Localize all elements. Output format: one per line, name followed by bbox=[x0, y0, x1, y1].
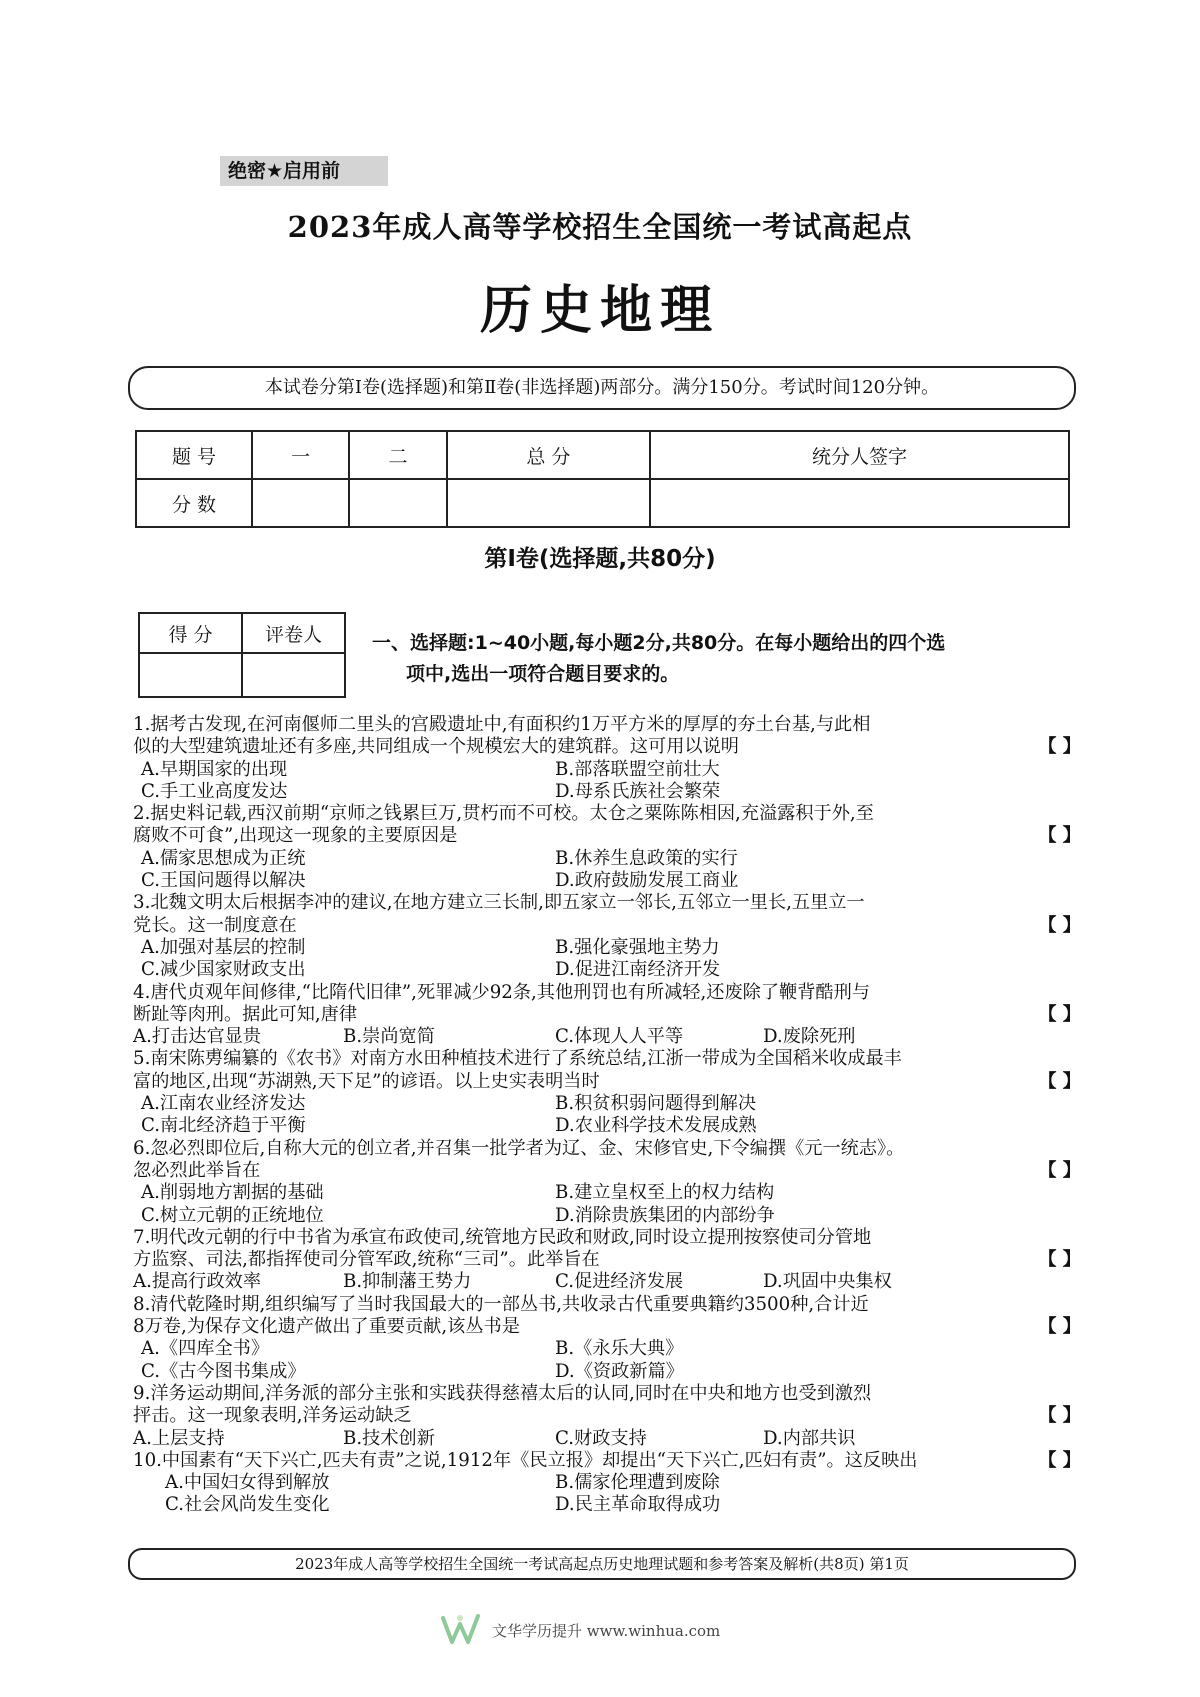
answer-option[interactable]: D.促进江南经济开发 bbox=[555, 959, 721, 981]
grader-name-label: 评卷人 bbox=[242, 613, 345, 653]
question-text: 5.南宋陈旉编纂的《农书》对南方水田种植技术进行了系统总结,江浙一带成为全国稻米收成最丰 bbox=[133, 1048, 902, 1070]
answer-option[interactable]: A.削弱地方割据的基础 bbox=[141, 1182, 324, 1204]
watermark-text: 文华学历提升 www.winhua.com bbox=[492, 1622, 721, 1640]
answer-option[interactable]: C.促进经济发展 bbox=[555, 1271, 684, 1293]
question-stem-line bbox=[133, 982, 1081, 1004]
answer-option[interactable]: D.内部共识 bbox=[763, 1427, 856, 1449]
question-stem-line bbox=[133, 1138, 1081, 1160]
question-stem-line bbox=[133, 1405, 1081, 1427]
question-stem-line bbox=[133, 1160, 1081, 1182]
option-row bbox=[133, 1182, 1081, 1204]
answer-option[interactable]: C.南北经济趋于平衡 bbox=[141, 1115, 306, 1137]
section-instruction bbox=[372, 628, 1072, 690]
answer-option[interactable]: D.农业科学技术发展成熟 bbox=[555, 1115, 757, 1137]
option-row bbox=[133, 1494, 1081, 1516]
answer-bracket[interactable]: 【 】 bbox=[1038, 1070, 1081, 1092]
answer-option[interactable]: B.建立皇权至上的权力结构 bbox=[555, 1182, 775, 1204]
answer-option[interactable]: B.技术创新 bbox=[343, 1427, 435, 1449]
question-text: 4.唐代贞观年间修律,“比隋代旧律”,死罪减少92条,其他刑罚也有所减轻,还废除了鞭背酷刑与 bbox=[133, 981, 870, 1003]
question-item bbox=[133, 714, 1081, 803]
grader-name-cell[interactable] bbox=[242, 653, 345, 697]
question-text: 方监察、司法,都指挥使司分管军政,统称“三司”。此举旨在 bbox=[133, 1249, 600, 1271]
question-text: 8万卷,为保存文化遗产做出了重要贡献,该丛书是 bbox=[133, 1316, 520, 1338]
question-item bbox=[133, 1294, 1081, 1383]
answer-option[interactable]: C.减少国家财政支出 bbox=[141, 959, 306, 981]
subject-title: 历史地理 bbox=[479, 281, 720, 341]
question-stem-line bbox=[133, 1383, 1081, 1405]
question-list bbox=[133, 714, 1081, 1517]
question-text: 党长。这一制度意在 bbox=[133, 914, 297, 936]
score-header-cell: 二 bbox=[349, 431, 446, 479]
question-stem-line bbox=[133, 1048, 1081, 1070]
answer-bracket[interactable]: 【 】 bbox=[1038, 1249, 1081, 1271]
grader-score-cell[interactable] bbox=[139, 653, 242, 697]
question-text: 3.北魏文明太后根据李冲的建议,在地方建立三长制,即五家立一邻长,五邻立一里长,五里立一 bbox=[133, 892, 865, 914]
question-item bbox=[133, 1138, 1081, 1227]
question-text: 腐败不可食”,出现这一现象的主要原因是 bbox=[133, 825, 458, 847]
score-cell[interactable] bbox=[447, 479, 650, 527]
answer-option[interactable]: A.上层支持 bbox=[133, 1427, 225, 1449]
answer-bracket[interactable]: 【 】 bbox=[1038, 1316, 1081, 1338]
question-stem-line bbox=[133, 1450, 1081, 1472]
question-item bbox=[133, 1383, 1081, 1450]
option-row bbox=[133, 1271, 1081, 1293]
question-text: 富的地区,出现“苏湖熟,天下足”的谚语。以上史实表明当时 bbox=[133, 1070, 600, 1092]
grader-score-label: 得 分 bbox=[139, 613, 242, 653]
answer-option[interactable]: A.儒家思想成为正统 bbox=[141, 847, 306, 869]
question-text: 忽必烈此举旨在 bbox=[133, 1159, 261, 1181]
answer-option[interactable]: C.体现人人平等 bbox=[555, 1026, 684, 1048]
score-header-cell: 统分人签字 bbox=[650, 431, 1069, 479]
answer-option[interactable]: B.抑制藩王势力 bbox=[343, 1271, 472, 1293]
question-stem-line bbox=[133, 915, 1081, 937]
answer-option[interactable]: D.巩固中央集权 bbox=[763, 1271, 892, 1293]
answer-bracket[interactable]: 【 】 bbox=[1038, 914, 1081, 936]
question-item bbox=[133, 1048, 1081, 1137]
grader-table bbox=[138, 612, 346, 698]
option-row bbox=[133, 1026, 1081, 1048]
answer-option[interactable]: C.社会风尚发生变化 bbox=[165, 1494, 330, 1516]
question-text: 断趾等肉刑。据此可知,唐律 bbox=[133, 1003, 358, 1025]
option-row bbox=[133, 1361, 1081, 1383]
answer-bracket[interactable]: 【 】 bbox=[1038, 1159, 1081, 1181]
answer-option[interactable]: B.儒家伦理遭到废除 bbox=[555, 1472, 720, 1494]
answer-option[interactable]: C.《古今图书集成》 bbox=[141, 1360, 306, 1382]
answer-option[interactable]: D.《资政新篇》 bbox=[555, 1360, 684, 1382]
score-row-label: 分 数 bbox=[136, 479, 252, 527]
answer-option[interactable]: B.积贫积弱问题得到解决 bbox=[555, 1093, 757, 1115]
answer-bracket[interactable]: 【 】 bbox=[1038, 1449, 1081, 1471]
exam-notice: 本试卷分第Ⅰ卷(选择题)和第Ⅱ卷(非选择题)两部分。满分150分。考试时间120分钟。 bbox=[128, 366, 1076, 410]
page-footer: 2023年成人高等学校招生全国统一考试高起点历史地理试题和参考答案及解析(共8页) 第1页 bbox=[128, 1548, 1076, 1580]
instruction-line: 一、选择题:1~40小题,每小题2分,共80分。在每小题给出的四个选 bbox=[372, 632, 946, 654]
option-row bbox=[133, 759, 1081, 781]
question-stem-line bbox=[133, 736, 1081, 758]
answer-option[interactable]: C.王国问题得以解决 bbox=[141, 870, 306, 892]
instruction-line: 项中,选出一项符合题目要求的。 bbox=[406, 663, 680, 685]
answer-bracket[interactable]: 【 】 bbox=[1038, 825, 1081, 847]
option-row bbox=[133, 959, 1081, 981]
watermark bbox=[440, 1612, 800, 1652]
option-row bbox=[133, 1205, 1081, 1227]
answer-option[interactable]: C.手工业高度发达 bbox=[141, 780, 288, 802]
answer-option[interactable]: A.打击达官显贵 bbox=[133, 1026, 262, 1048]
answer-option[interactable]: D.民主革命取得成功 bbox=[555, 1494, 721, 1516]
question-stem-line bbox=[133, 1071, 1081, 1093]
answer-option[interactable]: D.母系氏族社会繁荣 bbox=[555, 780, 721, 802]
score-cell[interactable] bbox=[650, 479, 1069, 527]
answer-option[interactable]: C.树立元朝的正统地位 bbox=[141, 1204, 324, 1226]
score-header-cell: 题 号 bbox=[136, 431, 252, 479]
question-stem-line bbox=[133, 1004, 1081, 1026]
question-stem-line bbox=[133, 892, 1081, 914]
question-text: 2.据史料记载,西汉前期“京师之钱累巨万,贯朽而不可校。太仓之粟陈陈相因,充溢露积于外,至 bbox=[133, 803, 874, 825]
exam-title: 2023年成人高等学校招生全国统一考试高起点 bbox=[287, 210, 913, 244]
question-text: 7.明代改元朝的行中书省为承宣布政使司,统管地方民政和财政,同时设立提刑按察使司分管地 bbox=[133, 1226, 872, 1248]
answer-option[interactable]: A.加强对基层的控制 bbox=[141, 936, 306, 958]
answer-option[interactable]: A.提高行政效率 bbox=[133, 1271, 262, 1293]
answer-option[interactable]: C.财政支持 bbox=[555, 1427, 647, 1449]
question-stem-line bbox=[133, 1294, 1081, 1316]
answer-option[interactable]: D.消除贵族集团的内部纷争 bbox=[555, 1204, 775, 1226]
question-text: 6.忽必烈即位后,自称大元的创立者,并召集一批学者为辽、金、宋修官史,下令编撰《元一统志》。 bbox=[133, 1137, 905, 1159]
question-stem-line bbox=[133, 1227, 1081, 1249]
option-row bbox=[133, 1093, 1081, 1115]
answer-option[interactable]: A.中国妇女得到解放 bbox=[165, 1472, 330, 1494]
question-item bbox=[133, 982, 1081, 1049]
option-row bbox=[133, 848, 1081, 870]
option-row bbox=[133, 870, 1081, 892]
question-text: 9.洋务运动期间,洋务派的部分主张和实践获得慈禧太后的认同,同时在中央和地方也受到激烈 bbox=[133, 1382, 872, 1404]
option-row bbox=[133, 1338, 1081, 1360]
answer-option[interactable]: B.强化豪强地主势力 bbox=[555, 936, 720, 958]
option-row bbox=[133, 937, 1081, 959]
answer-option[interactable]: B.部落联盟空前壮大 bbox=[555, 758, 720, 780]
score-cell[interactable] bbox=[252, 479, 349, 527]
question-item bbox=[133, 803, 1081, 892]
question-text: 10.中国素有“天下兴亡,匹夫有责”之说,1912年《民立报》却提出“天下兴亡,匹妇有责”。这反映出 bbox=[133, 1449, 918, 1471]
question-text: 1.据考古发现,在河南偃师二里头的宫殿遗址中,有面积约1万平方米的厚厚的夯土台基,与此相 bbox=[133, 714, 871, 735]
question-item bbox=[133, 892, 1081, 981]
option-row bbox=[133, 1115, 1081, 1137]
question-stem-line bbox=[133, 803, 1081, 825]
question-stem-line bbox=[133, 1249, 1081, 1271]
answer-option[interactable]: D.政府鼓励发展工商业 bbox=[555, 870, 739, 892]
answer-bracket[interactable]: 【 】 bbox=[1038, 1003, 1081, 1025]
question-text: 8.清代乾隆时期,组织编写了当时我国最大的一部丛书,共收录古代重要典籍约3500种,合计近 bbox=[133, 1293, 869, 1315]
option-row bbox=[133, 781, 1081, 803]
question-item bbox=[133, 1450, 1081, 1517]
question-stem-line bbox=[133, 825, 1081, 847]
answer-option[interactable]: D.废除死刑 bbox=[763, 1026, 856, 1048]
question-stem-line bbox=[133, 714, 1081, 736]
option-row bbox=[133, 1428, 1081, 1450]
winhua-logo-icon bbox=[440, 1612, 484, 1648]
answer-option[interactable]: A.早期国家的出现 bbox=[141, 758, 288, 780]
answer-option[interactable]: B.崇尚宽简 bbox=[343, 1026, 435, 1048]
answer-bracket[interactable]: 【 】 bbox=[1038, 736, 1081, 758]
answer-option[interactable]: B.《永乐大典》 bbox=[555, 1338, 684, 1360]
score-cell[interactable] bbox=[349, 479, 446, 527]
question-text: 似的大型建筑遗址还有多座,共同组成一个规模宏大的建筑群。这可用以说明 bbox=[133, 736, 739, 758]
part-title: 第Ⅰ卷(选择题,共80分) bbox=[484, 546, 716, 572]
score-header-cell: 总 分 bbox=[447, 431, 650, 479]
answer-option[interactable]: A.江南农业经济发达 bbox=[141, 1093, 306, 1115]
answer-bracket[interactable]: 【 】 bbox=[1038, 1405, 1081, 1427]
question-stem-line bbox=[133, 1316, 1081, 1338]
secret-label: 绝密★启用前 bbox=[220, 156, 388, 186]
score-table bbox=[135, 430, 1070, 528]
question-item bbox=[133, 1227, 1081, 1294]
answer-option[interactable]: A.《四库全书》 bbox=[141, 1338, 270, 1360]
option-row bbox=[133, 1472, 1081, 1494]
score-header-cell: 一 bbox=[252, 431, 349, 479]
answer-option[interactable]: B.休养生息政策的实行 bbox=[555, 847, 738, 869]
question-text: 抨击。这一现象表明,洋务运动缺乏 bbox=[133, 1405, 412, 1427]
